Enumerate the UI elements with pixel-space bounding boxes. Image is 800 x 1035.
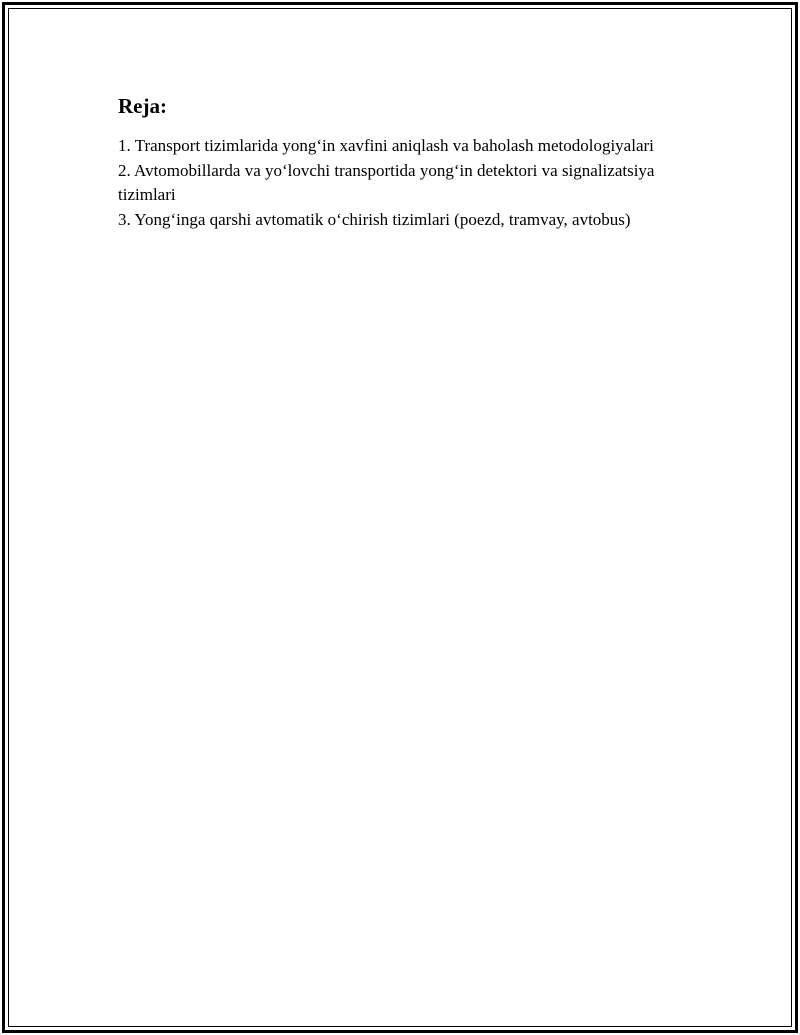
- plan-list: [118, 134, 708, 232]
- plan-item-3: 3. Yong‘inga qarshi avtomatik o‘chirish tizimlari (poezd, tramvay, avtobus): [118, 209, 631, 229]
- document-content: [118, 94, 708, 232]
- plan-item-2: 2. Avtomobillarda va yo‘lovchi transportida yong‘in detektori va signalizatsiya tizimlari: [118, 160, 655, 204]
- plan-title: Reja:: [118, 94, 167, 118]
- plan-item-1: 1. Transport tizimlarida yong‘in xavfini aniqlash va baholash metodologiyalari: [118, 136, 654, 155]
